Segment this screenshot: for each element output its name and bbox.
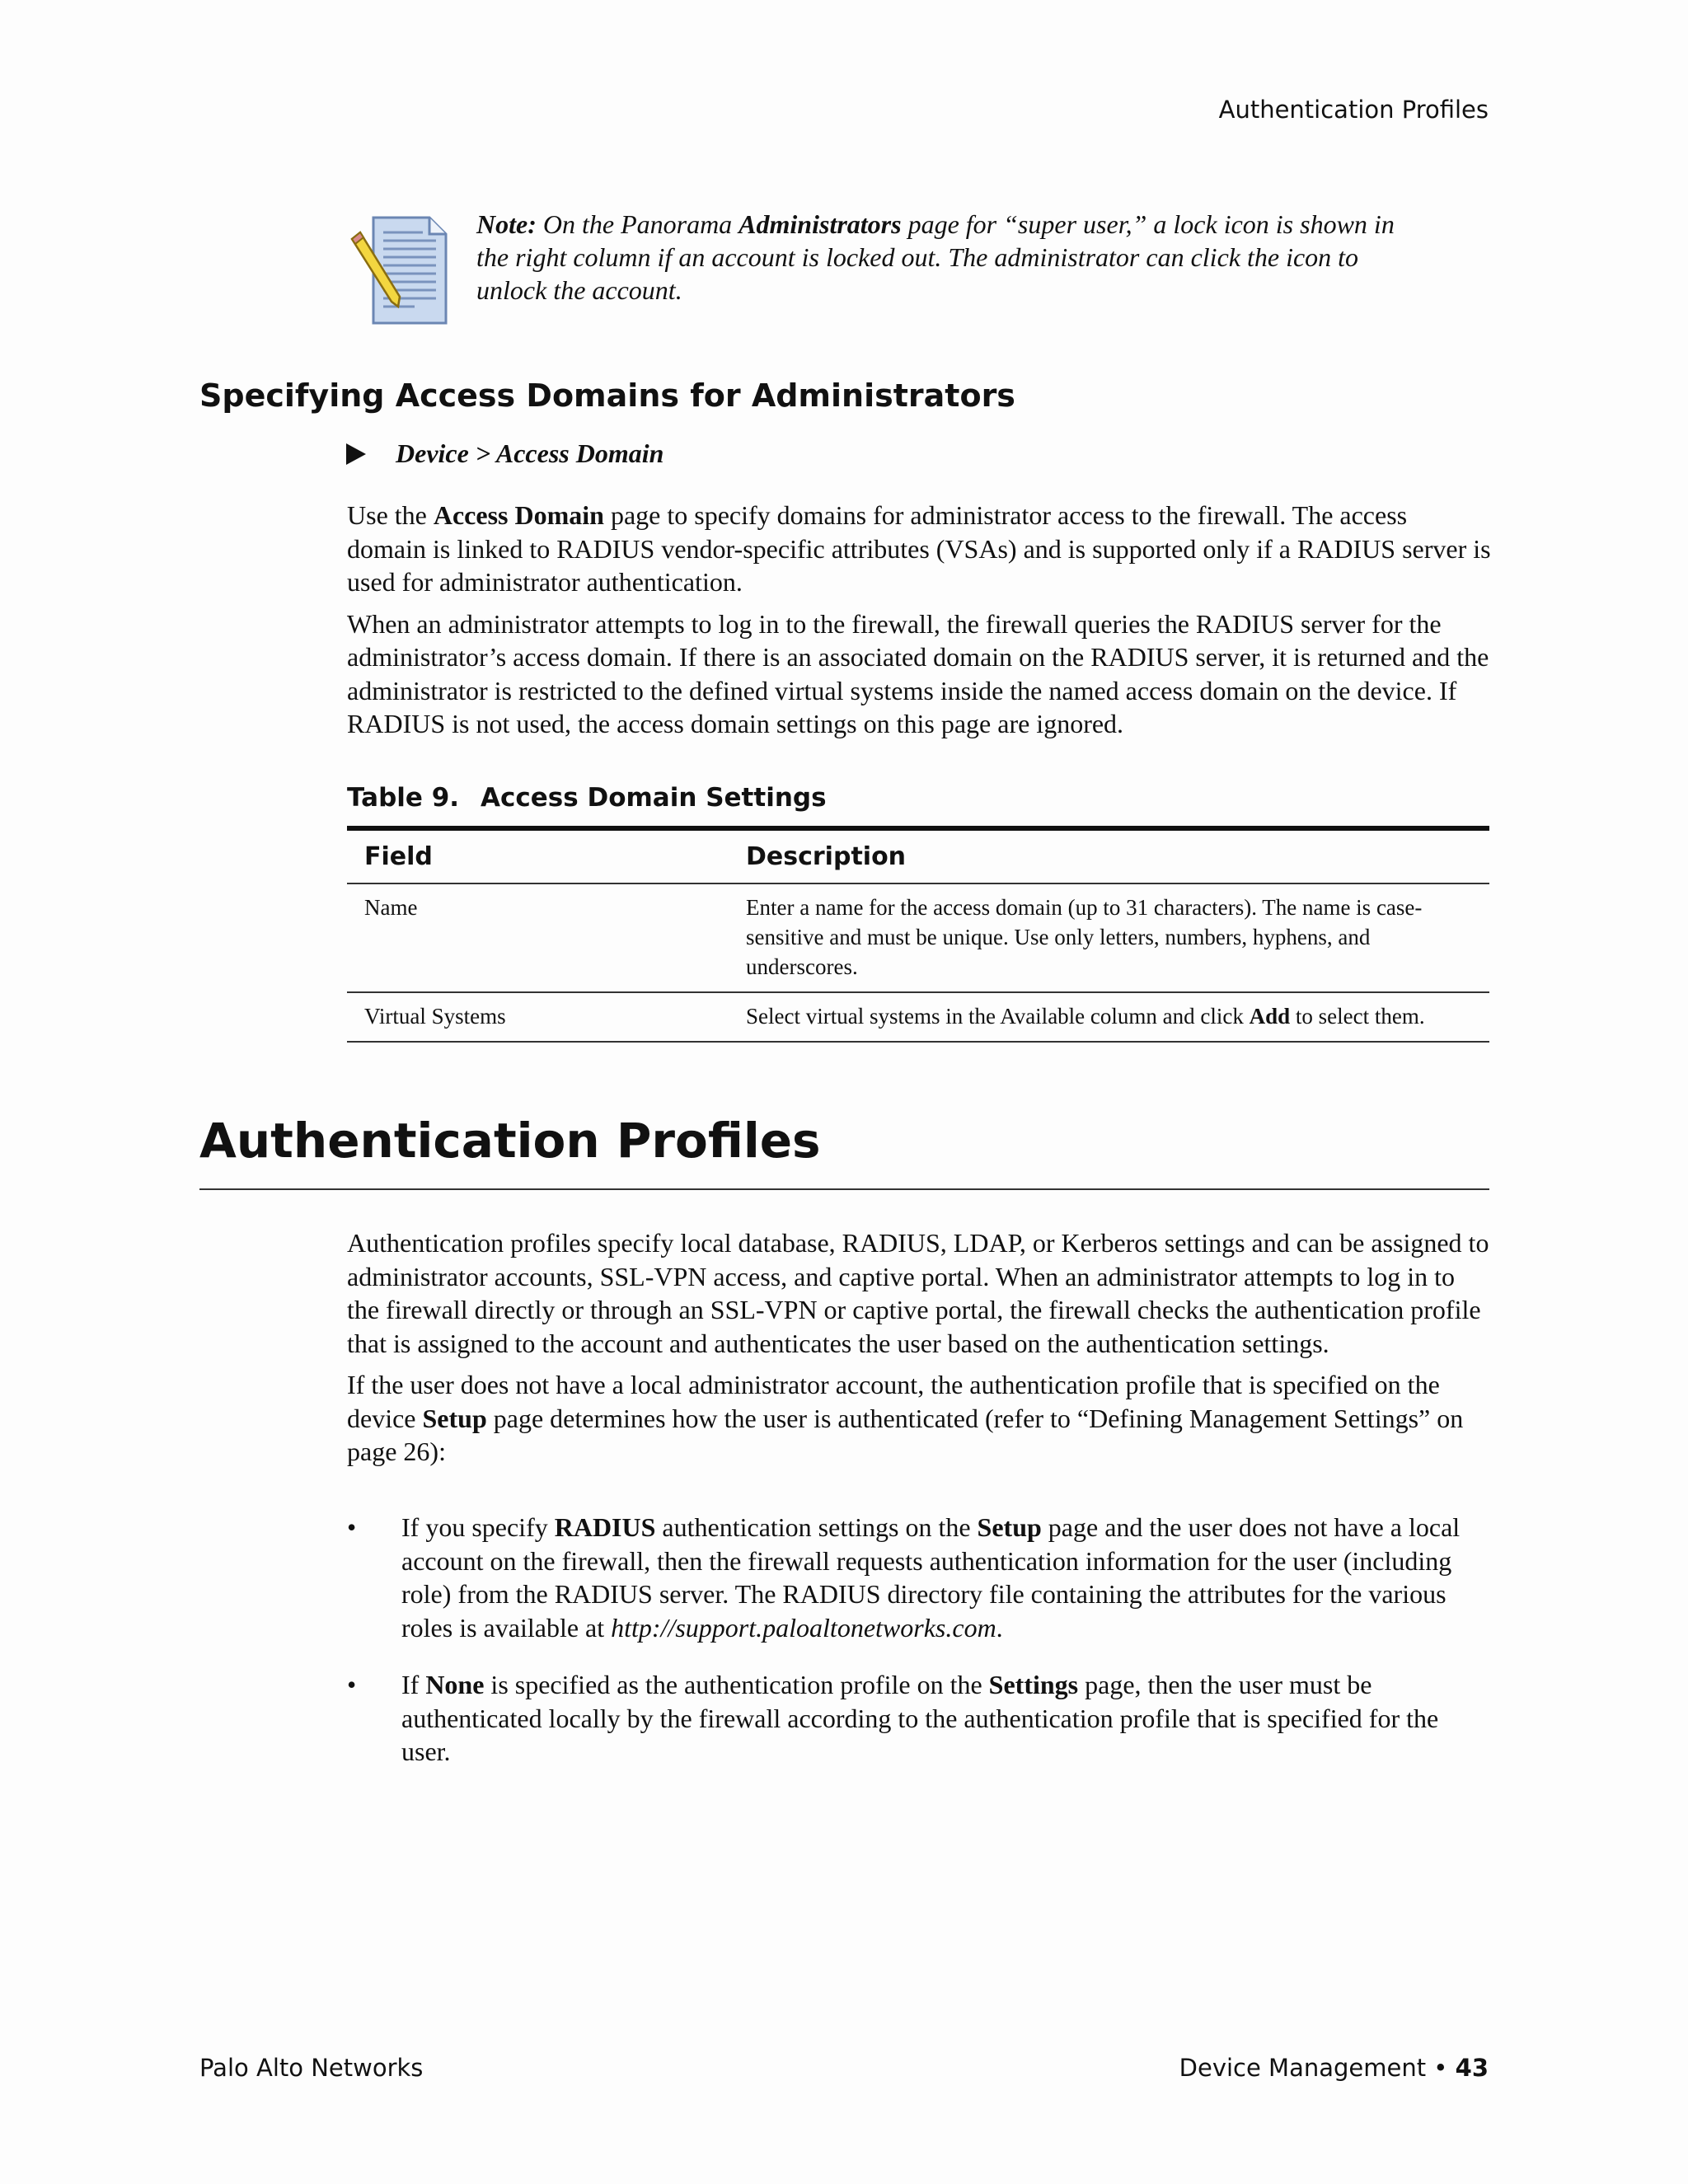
note-pencil-icon [349, 214, 448, 326]
note-text: Note: On the Panorama Administrators page for “super user,” a lock icon is shown in the right column if an account is locked out. The administrator can click the icon to unlock the account. [476, 209, 1395, 305]
paragraph: Use the Access Domain page to specify domains for administrator access to the firewall. The access domain is linked to RADIUS vendor-specific attributes (VSAs) and is supported only if a RADIUS server is used for administrator authentication. [347, 500, 1491, 597]
table-header-row [347, 828, 1489, 883]
bullet-icon: • [347, 1512, 357, 1542]
column-header-field: Field [347, 828, 729, 883]
page-number: 43 [1455, 2054, 1489, 2082]
note-block [375, 208, 1422, 307]
access-domain-body [347, 499, 1493, 749]
footer-section: Device Management • [1179, 2054, 1456, 2082]
section-heading-access-domains: Specifying Access Domains for Administrators [199, 377, 1015, 414]
paragraph: If the user does not have a local administrator account, the authentication profile that is specified on the device Setup page determines how the user is authenticated (refer to “Defining Management Settings” on page 26): [347, 1370, 1464, 1466]
heading-divider [199, 1188, 1489, 1190]
table-row [347, 883, 1489, 992]
chapter-heading-authentication-profiles: Authentication Profiles [199, 1113, 821, 1169]
table-number: Table 9. [347, 783, 460, 813]
table-cell-field: Virtual Systems [347, 992, 729, 1042]
footer-page-info [1179, 2054, 1489, 2082]
note-label: Note: [476, 209, 537, 239]
table-row [347, 992, 1489, 1042]
bullet-icon: • [347, 1670, 357, 1699]
triangle-right-icon [346, 443, 366, 465]
list-item [347, 1511, 1493, 1644]
nav-path [346, 438, 663, 469]
list-item-text: If you specify RADIUS authentication settings on the Setup page and the user does not have a local account on the firewall, then the firewall requests authentication information for the user (including role) from the RADIUS server. The RADIUS directory file containing the attributes for the various roles is available at http://support.paloaltonetworks.com. [401, 1512, 1461, 1643]
list-item-text: If None is specified as the authentication profile on the Settings page, then the user must be authenticated locally by the firewall according to the authentication profile that is specified for the user. [401, 1670, 1439, 1766]
paragraph: When an administrator attempts to log in to the firewall, the firewall queries the RADIUS server for the administrator’s access domain. If there is an associated domain on the RADIUS server, it is returned and the administrator is restricted to the defined virtual systems inside the named access domain on the device. If RADIUS is not used, the access domain settings on this page are ignored. [347, 608, 1489, 738]
table-cell-description: Enter a name for the access domain (up to 31 characters). The name is case-sensitive and must be unique. Use only letters, numbers, hyphens, and underscores. [729, 883, 1489, 992]
note-bold-term: Administrators [738, 209, 902, 239]
authentication-body [347, 1226, 1493, 1477]
running-header: Authentication Profiles [1218, 96, 1489, 124]
column-header-description: Description [729, 828, 1489, 883]
table-cell-description: Select virtual systems in the Available column and click Add to select them. [729, 992, 1489, 1042]
table-title: Access Domain Settings [481, 783, 827, 813]
table-cell-field: Name [347, 883, 729, 992]
access-domain-settings-table [347, 826, 1489, 1043]
list-item [347, 1668, 1493, 1769]
nav-path-text: Device > Access Domain [396, 438, 664, 468]
paragraph: Authentication profiles specify local database, RADIUS, LDAP, or Kerberos settings and can be assigned to administrator accounts, SSL-VPN access, and captive portal. When an administrator attempts to log in to the firewall directly or through an SSL-VPN or captive portal, the firewall checks the authentication profile that is assigned to the account and authenticates the user based on the authentication settings. [347, 1228, 1489, 1358]
table-caption [347, 783, 827, 813]
support-url: http://support.paloaltonetworks.com [611, 1612, 996, 1643]
footer-company: Palo Alto Networks [199, 2054, 424, 2082]
